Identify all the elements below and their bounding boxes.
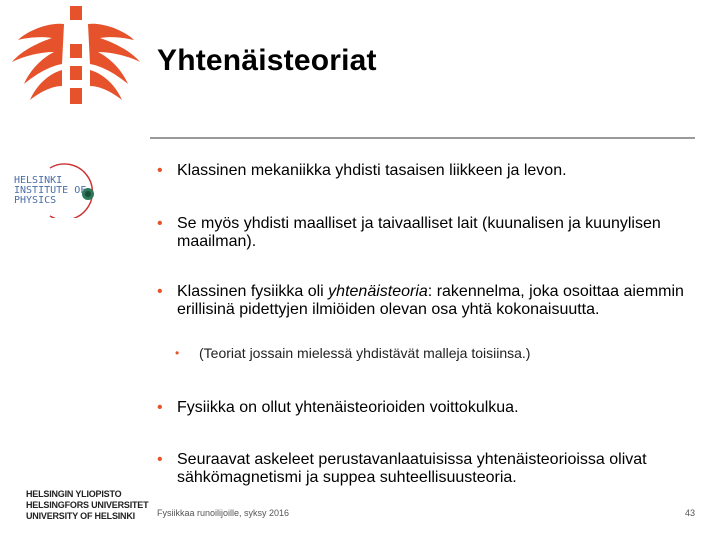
bullet-marker: • (157, 162, 163, 179)
bullet-text: Seuraavat askeleet perustavanlaatuisissa yhtenäisteorioissa olivat sähkömagnetismi ja suppea suhteellisuusteoria. (177, 451, 647, 486)
bullet-item (155, 399, 519, 417)
bullet-marker: • (157, 215, 163, 232)
university-name-fi: HELSINGIN YLIOPISTO (26, 489, 122, 499)
slide-title: Yhtenäisteoriat (157, 44, 377, 77)
university-of-helsinki-logo (26, 489, 148, 522)
bullet-text-end: : rakennelma, joka osoittaa aiemmin erillisinä pidettyjen ilmiöiden olevan osa yhtä kokonaisuutta. (177, 283, 684, 318)
title-divider (150, 137, 695, 139)
bullet-item (155, 451, 700, 487)
bullet-item (155, 283, 700, 319)
helsinki-institute-of-physics-logo (10, 158, 105, 218)
bullet-text: Se myös yhdisti maalliset ja taivaalliset lait (kuunalisen ja kuunylisen maailman). (177, 215, 661, 250)
sub-bullet-marker: • (175, 346, 180, 360)
bullet-item (155, 215, 700, 251)
institute-line-3: PHYSICS (14, 195, 57, 206)
bullet-text-start: Klassinen fysiikka oli (177, 283, 329, 300)
footer-course: Fysiikkaa runoilijoille, syksy 2016 (157, 508, 290, 518)
university-name-sv: HELSINGFORS UNIVERSITET (26, 500, 149, 510)
sub-bullet-text: (Teoriat jossain mielessä yhdistävät malleja toisiinsa.) (199, 345, 531, 361)
bullet-marker: • (157, 451, 163, 468)
bullet-text: Klassinen mekaniikka yhdisti tasaisen liikkeen ja levon. (177, 162, 567, 179)
page-number: 43 (684, 508, 695, 518)
bullet-marker: • (157, 283, 163, 300)
bullet-marker: • (157, 399, 163, 416)
institute-line-1: HELSINKI (14, 175, 63, 186)
bullet-item (155, 162, 567, 180)
bullet-emphasis: yhtenäisteoria (328, 283, 428, 300)
university-flame-logo-icon (0, 0, 150, 130)
institute-line-2: INSTITUTE OF (14, 185, 87, 196)
bullet-text: Fysiikka on ollut yhtenäisteorioiden voittokulkua. (177, 399, 519, 416)
sub-bullet-item (173, 345, 530, 361)
university-name-en: UNIVERSITY OF HELSINKI (26, 511, 135, 521)
